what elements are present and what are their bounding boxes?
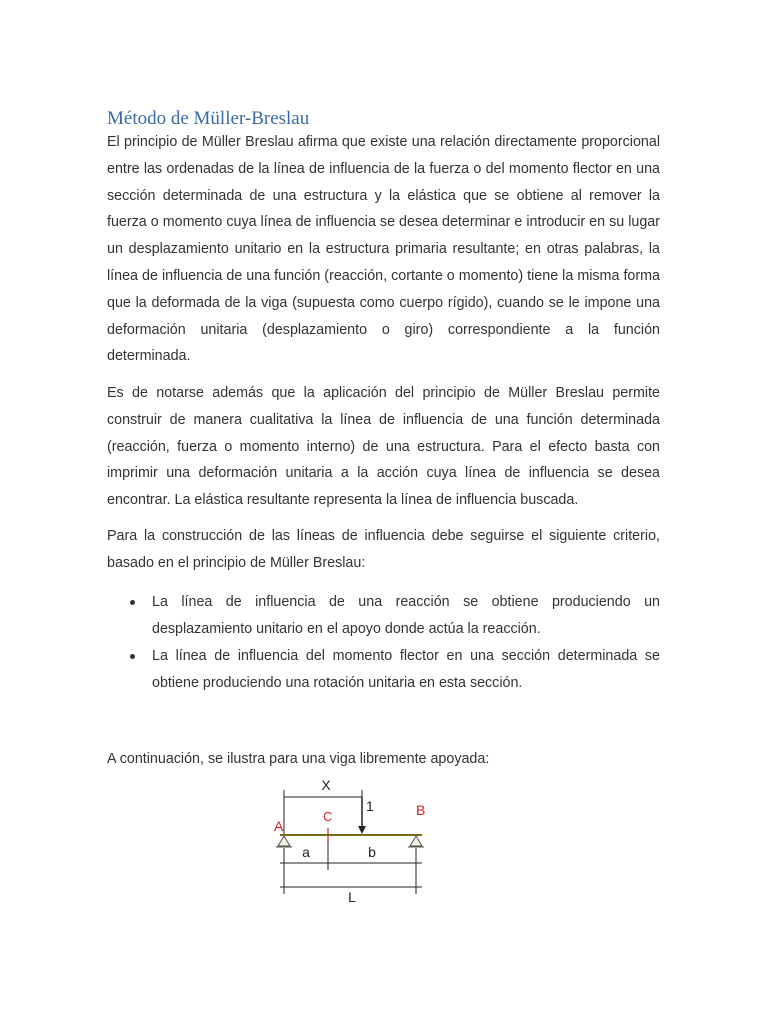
paragraph-application: Es de notarse además que la aplicación del principio de Müller Breslau permite construir de manera cualitativa la línea de influencia de una función determinada (reacción, fuerza o momento interno) de una estructura. Para el efecto basta con imprimir una deformación unitaria a la acción cuya línea de influencia se desea encontrar. La elástica resultante representa la línea de influencia buscada. xyxy=(107,385,660,509)
paragraph-closing: A continuación, se ilustra para una viga libremente apoyada: xyxy=(107,751,490,767)
list-item xyxy=(107,589,660,643)
bullet-icon xyxy=(130,654,135,659)
list-item-text: La línea de influencia del momento flector en una sección determinada se obtiene produciendo una rotación unitaria en esta sección. xyxy=(152,648,660,691)
support-a-icon xyxy=(278,836,290,846)
simply-supported-beam-diagram xyxy=(270,770,440,908)
list-item xyxy=(107,643,660,697)
criteria-list xyxy=(107,589,660,697)
paragraph-principle: El principio de Müller Breslau afirma que existe una relación directamente proporcional entre las ordenadas de la línea de influencia de la fuerza o del momento flector en una sección determinada de una estructura y la elástica que se obtiene al remover la fuerza o momento cuya línea de influencia se desea determinar e introducir en su lugar un desplazamiento unitario en la estructura primaria resultante; en otras palabras, la línea de influencia de una función (reacción, cortante o momento) tiene la misma forma que la deformada de la viga (supuesta como cuerpo rígido), cuando se le impone una deformación unitaria (desplazamiento o giro) correspondiente a la función determinada. xyxy=(107,134,660,365)
page-title: Método de Müller-Breslau xyxy=(107,108,310,129)
support-b-icon xyxy=(410,836,422,846)
support-a-label: A xyxy=(274,818,284,834)
unit-load-label: 1 xyxy=(366,798,374,814)
list-item-text: La línea de influencia de una reacción se obtiene produciendo un desplazamiento unitario en el apoyo donde actúa la reacción. xyxy=(152,594,660,637)
dim-b-label: b xyxy=(368,844,376,860)
bullet-icon xyxy=(130,600,135,605)
support-b-label: B xyxy=(416,802,426,818)
unit-load-arrowhead-icon xyxy=(358,826,366,834)
dim-a-label: a xyxy=(302,844,310,860)
span-label: L xyxy=(348,889,356,905)
x-dimension-label: X xyxy=(321,777,331,793)
paragraph-criteria-intro: Para la construcción de las líneas de influencia debe seguirse el siguiente criterio, basado en el principio de Müller Breslau: xyxy=(107,528,660,571)
section-c-label: C xyxy=(323,809,333,824)
